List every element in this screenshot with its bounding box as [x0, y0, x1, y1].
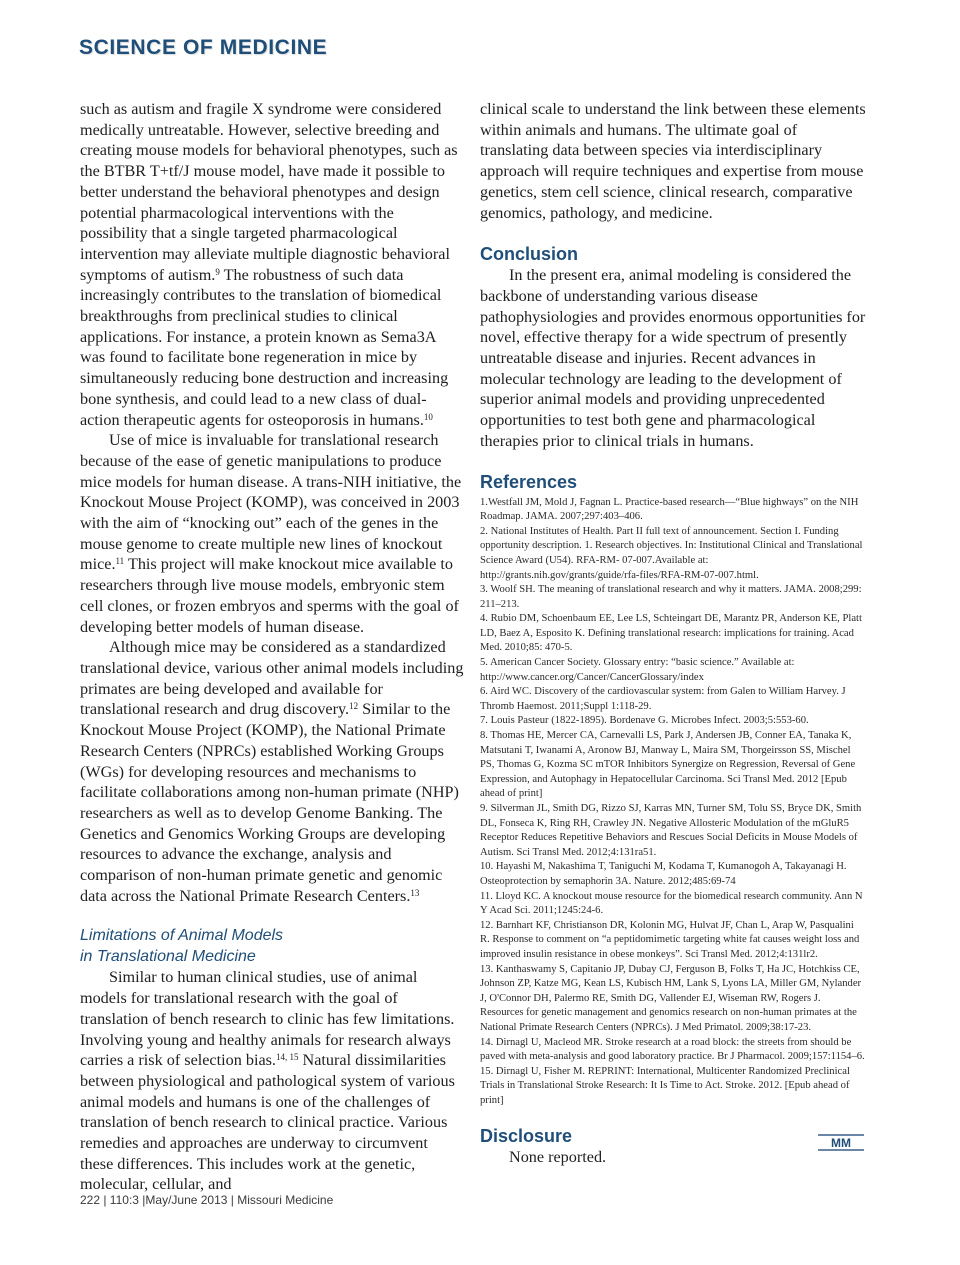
reference-item: 5. American Cancer Society. Glossary entry: “basic science.” Available at: http://www.cancer.org/Cancer/CancerGlossary/index: [480, 657, 795, 683]
mm-logo: [818, 1134, 864, 1151]
journal-section-title: SCIENCE OF MEDICINE: [79, 36, 328, 59]
references-heading: References: [480, 471, 578, 492]
reference-item: 10. Hayashi M, Nakashima T, Taniguchi M, Kodama T, Kumanogoh A, Takayanagi H. Osteoprotection by semaphorin 3A. Nature. 2012;485:69-74: [480, 861, 847, 887]
text: Use of mice is invaluable for translational research because of the ease of genetic manipulations to produce mice models for human disease. A trans-NIH initiative, the Knockout Mouse Project (KOMP), was conceived in 2003 with the aim of “knocking out” each of the genes in the mouse genome to create multiple new lines of knockout mice.: [80, 431, 462, 574]
heading-line: in Translational Medicine: [80, 948, 256, 966]
paragraph-mice: [80, 430, 464, 637]
limitations-heading: [80, 925, 464, 967]
reference-item: 11. Lloyd KC. A knockout mouse resource for the biomedical research community. Ann N Y Acad Sci. 2011;1245:24-6.: [480, 890, 863, 917]
logo-text: MM: [831, 1135, 851, 1150]
citation: 14, 15: [275, 1052, 299, 1063]
text: The robustness of such data increasingly contributes to the translation of biomedical breakthroughs from preclinical studies to clinical applications. For instance, a protein known as Sema3A was found to facilitate bone regeneration in mice by simultaneously reducing bone destruction and increasing bone synthesis, and could lead to a new class of dual-action therapeutic agents for osteoporosis in humans.: [80, 265, 449, 429]
paragraph-conclusion: In the present era, animal modeling is considered the backbone of understanding various disease pathophysiologies and provides enormous opportunities for novel, effective therapy for a wide spectrum of presently untreatable disease and injuries. Recent advances in molecular technology are leading to the development of superior animal models and providing unprecedented opportunities to test both gene and pharmacological therapies prior to clinical trials in humans.: [480, 266, 866, 450]
text: Natural dissimilarities between physiological and pathological system of various animal models and humans is one of the challenges of translation of bench research to clinical practice. Various remedies and approaches are underway to circumvent these differences. This includes work at the genetic, molecular, cellular, and: [80, 1051, 455, 1194]
text: Similar to human clinical studies, use of animal models for translational research with the goal of translation of bench research to clinic has few limitations. Involving young and healthy animals for research always carries a risk of selection bias.: [80, 968, 455, 1070]
left-column: [80, 99, 464, 1195]
page-footer: 222 | 110:3 |May/June 2013 | Missouri Medicine: [80, 1193, 334, 1207]
reference-item: 14. Dirnagl U, Macleod MR. Stroke research at a road block: the streets from should be paved with meta-analysis and good laboratory practice. Br J Pharmacol. 2009;157:1154–6.: [480, 1036, 865, 1063]
text: Although mice may be considered as a standardized translational device, various other animal models including primates are being developed and available for translational research and drug discovery.: [80, 638, 464, 719]
text: such as autism and fragile X syndrome were considered medically untreatable. However, selective breeding and creating mouse models for behavioral phenotypes, such as the BTBR T+tf/J mouse model, have made it possible to better understand the behavioral phenotypes and design potential pharmacological interventions with the possibility that a single targeted pharmacological intervention may alleviate multiple diagnostic behavioral symptoms of autism.: [80, 100, 458, 284]
paragraph-clinical-scale: clinical scale to understand the link between these elements within animals and humans. The ultimate goal of translating data between species via interdisciplinary approach will require techniques and expertise from mouse genetics, stem cell science, clinical research, comparative genomics, pathology, and medicine.: [480, 100, 866, 222]
reference-item: 6. Aird WC. Discovery of the cardiovascular system: from Galen to William Harvey. J Thromb Haemost. 2011;Suppl 1:118-29.: [480, 686, 846, 712]
citation: 12: [349, 701, 359, 712]
reference-item: 8. Thomas HE, Mercer CA, Carnevalli LS, Park J, Andersen JB, Conner EA, Tanaka K, Matsutani T, Iwanami A, Aronow BJ, Manway L, Maira SM, Thorgeirsson SS, Mischel PS, Thomas G, Kozma SC mTOR Inhibitors Synergize on Regression, Reversal of Gene Expression, and Autophagy in Hepatocellular Carcinoma. Sci Transl Med. 2012 [Epub ahead of print]: [480, 730, 856, 800]
paragraph-autism: [80, 99, 464, 430]
paragraph-primates: [80, 637, 464, 906]
reference-item: 12. Barnhart KF, Christianson DR, Kolonin MG, Hulvat JF, Chan L, Arap W, Pasqualini R. Response to comment on “a peptidomimetic targeting white fat causes weight loss and improved insulin resistance in obese monkeys”. Sci Transl Med. 2012;4:131lr2.: [480, 919, 860, 960]
right-column: [480, 99, 866, 1168]
reference-item: 13. Kanthaswamy S, Capitanio JP, Dubay CJ, Ferguson B, Folks T, Ha JC, Hotchkiss CE, Johnson ZP, Katze MG, Kean LS, Kubisch HM, Lank S, Lyons LA, Miller GM, Nylander J, O'Connor DH, Palermo RE, Smith DG, Vallender EJ, Wiseman RW, Rogers J. Resources for genetic management and genomics research on non-human primates at the National Primate Research Centers (NPRCs). J Med Primatol. 2009;38:17-23.: [480, 963, 862, 1033]
reference-item: 15. Dirnagl U, Fisher M. REPRINT: International, Multicenter Randomized Preclinical Trials in Translational Stroke Research: It Is Time to Act. Stroke. 2012. [Epub ahead of print]: [480, 1065, 850, 1106]
disclosure-heading: Disclosure: [480, 1126, 573, 1147]
text: Similar to the Knockout Mouse Project (KOMP), the National Primate Research Centers (NPRCs) established Working Groups (WGs) for developing resources and mechanisms to facilitate collaborations among non-human primate (NHP) researchers as well as to develop Genome Banking. The Genetics and Genomics Working Groups are developing resources to advance the exchange, analysis and comparison of non-human primate genetic and genomic data across the National Primate Research Centers.: [80, 700, 459, 905]
disclosure-text: None reported.: [509, 1148, 607, 1167]
reference-item: 2. National Institutes of Health. Part II full text of announcement. Section I. Funding opportunity description. 1. Research objectives. In: Institutional Clinical and Translational Science Award (U54). RFA-RM- 07-007.Available at: http://grants.nih.gov/grants/guide/rfa-files/RFA-RM-07-007.html.: [480, 525, 863, 581]
reference-item: 7. Louis Pasteur (1822-1895). Bordenave G. Microbes Infect. 2003;5:553-60.: [480, 715, 809, 727]
reference-item: 3. Woolf SH. The meaning of translational research and why it matters. JAMA. 2008;299: 211–213.: [480, 584, 862, 610]
citation: 13: [410, 887, 420, 898]
heading-line: Limitations of Animal Models: [80, 927, 284, 945]
reference-list: [480, 496, 866, 1109]
text: This project will make knockout mice available to researchers through live mouse models, embryonic stem cell clones, or frozen embryos and sperms with the goal of developing better models of human disease.: [80, 555, 459, 636]
conclusion-heading: Conclusion: [480, 244, 578, 265]
reference-item: 1.Westfall JM, Mold J, Fagnan L. Practice-based research—“Blue highways” on the NIH Roadmap. JAMA. 2007;297:403–406.: [480, 496, 859, 523]
citation: 11: [115, 556, 125, 567]
reference-item: 9. Silverman JL, Smith DG, Rizzo SJ, Karras MN, Turner SM, Tolu SS, Bryce DK, Smith DL, Fonseca K, Ring RH, Crawley JN. Negative Allosteric Modulation of the mGluR5 Receptor Reduces Repetitive Behaviors and Rescues Social Deficits in Mouse Models of Autism. Sci Transl Med. 2012;4:131ra51.: [480, 803, 862, 858]
citation: 9: [215, 266, 220, 277]
reference-item: 4. Rubio DM, Schoenbaum EE, Lee LS, Schteingart DE, Marantz PR, Anderson KE, Platt LD, Baez A, Esposito K. Defining translational research: implications for training. Acad Med. 2010;85: 470-5.: [480, 613, 862, 654]
citation: 10: [423, 411, 433, 422]
paragraph-limitations: [80, 967, 464, 1195]
